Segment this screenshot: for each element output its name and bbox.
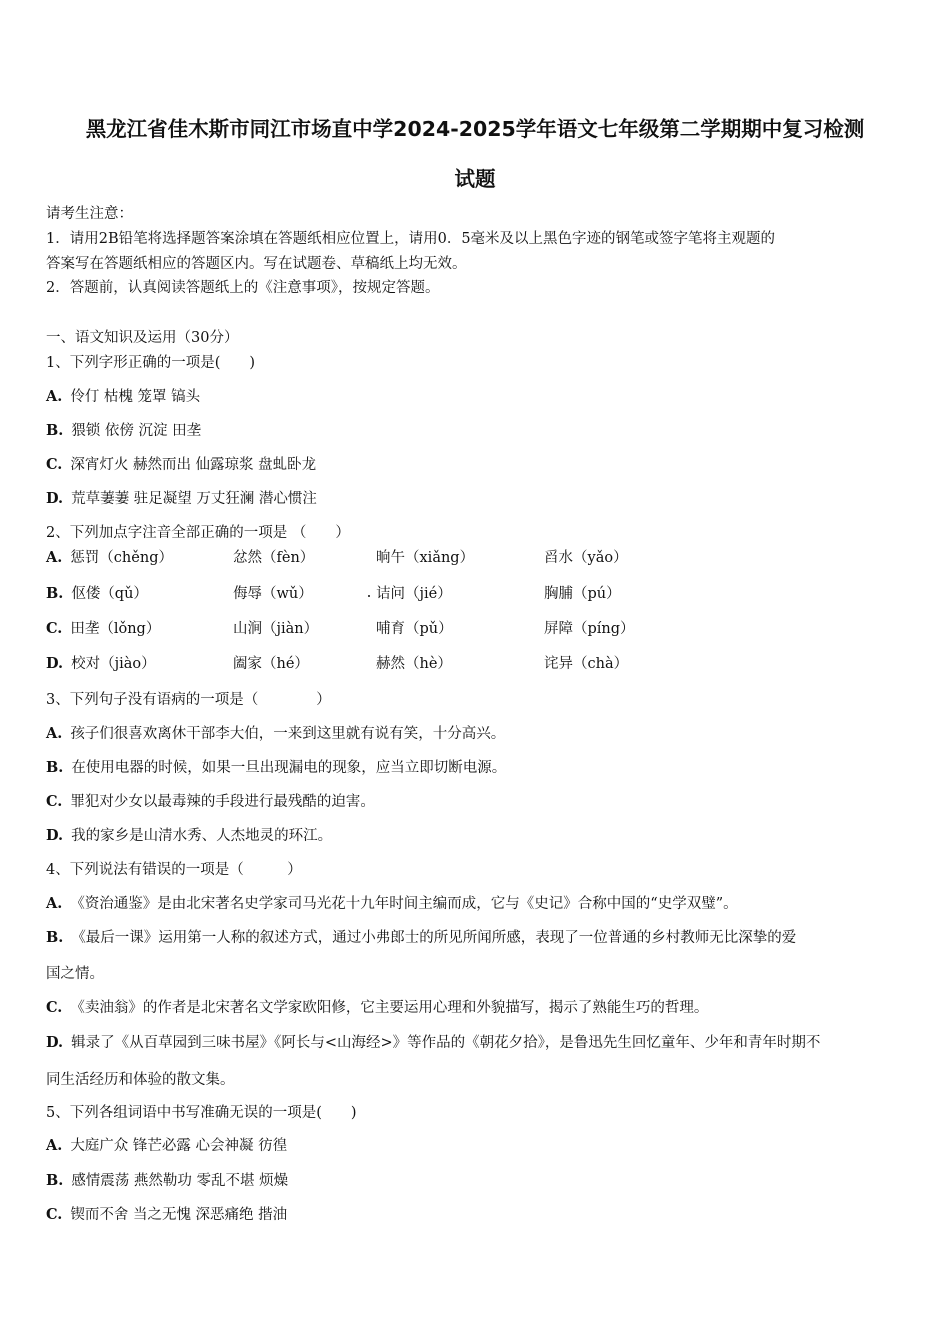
notice-item-1: 1．请用2B铅笔将选择题答案涂填在答题纸相应位置上，请用0．5毫米及以上黑色字迹的钢笔或签字笔将主观题的 xyxy=(46,231,776,247)
question-5-stem: 5、下列各组词语中书写准确无误的一项是( ) xyxy=(46,1105,357,1121)
page-title: 黑龙江省佳木斯市同江市场直中学2024-2025学年语文七年级第二学期期中复习检测 xyxy=(85,117,865,141)
q5-option-b: B. 感情震荡 燕然勒功 零乱不堪 烦燥 xyxy=(46,1172,289,1189)
q3-option-c: C. 罪犯对少女以最毒辣的手段进行最残酷的迫害。 xyxy=(46,793,375,810)
q2-option-d-item-3: 赫然（hè） xyxy=(376,656,452,672)
q2-option-d-item-4: 诧异（chà） xyxy=(544,656,629,672)
q5-option-a: A. 大庭广众 锋芒必露 心会神凝 彷徨 xyxy=(46,1137,288,1154)
q4-option-d: D. 辑录了《从百草园到三味书屋》《阿长与<山海经>》等作品的《朝花夕拾》，是鲁迅先生回忆童年、少年和青年时期不 xyxy=(46,1034,821,1051)
q2-option-d: D. 校对（jiào） xyxy=(46,655,156,672)
q3-option-d: D. 我的家乡是山清水秀、人杰地灵的环江。 xyxy=(46,827,333,844)
question-2-stem: 2、下列加点字注音全部正确的一项是 （ ） xyxy=(46,525,350,541)
q1-option-d: D. 荒草萋萋 驻足凝望 万丈狂澜 潜心惯注 xyxy=(46,490,317,507)
q2-option-a-item-3: 晌午（xiǎng） xyxy=(376,550,475,566)
q2-option-c-item-2: 山涧（jiàn） xyxy=(233,621,319,637)
q4-option-a: A. 《资治通鉴》是由北宋著名史学家司马光花十九年时间主编而成，它与《史记》合称中国的“史学双璧”。 xyxy=(46,895,738,912)
q2-option-d-item-2: 阖家（hé） xyxy=(233,656,309,672)
q1-option-c: C. 深宵灯火 赫然而出 仙露琼浆 盘虬卧龙 xyxy=(46,456,317,473)
q1-option-b: B. 猥锁 依傍 沉淀 田垄 xyxy=(46,422,202,439)
q2-option-c-item-3: 哺育（pǔ） xyxy=(376,621,453,637)
emphasis-dot xyxy=(368,595,370,597)
q1-option-a: A. 伶仃 枯槐 笼罩 镐头 xyxy=(46,388,201,405)
q3-option-b: B. 在使用电器的时候，如果一旦出现漏电的现象，应当立即切断电源。 xyxy=(46,759,507,776)
q4-option-b: B. 《最后一课》运用第一人称的叙述方式，通过小弗郎士的所见所闻所感，表现了一位普通的乡村教师无比深挚的爱 xyxy=(46,929,797,946)
question-3-stem: 3、下列句子没有语病的一项是（ ） xyxy=(46,692,331,708)
notice-item-2: 2．答题前，认真阅读答题纸上的《注意事项》，按规定答题。 xyxy=(46,280,440,296)
question-1-stem: 1、下列字形正确的一项是( ) xyxy=(46,355,256,371)
q2-option-c-item-4: 屏障（píng） xyxy=(544,621,635,637)
q2-option-c: C. 田垄（lǒng） xyxy=(46,620,161,637)
q2-option-a-item-4: 舀水（yǎo） xyxy=(544,550,628,566)
q2-option-b-item-3: 诘问（jié） xyxy=(376,586,452,602)
q2-option-a: A. 惩罚（chěng） xyxy=(46,549,173,566)
q3-option-a: A. 孩子们很喜欢离休干部李大伯，一来到这里就有说有笑，十分高兴。 xyxy=(46,725,506,742)
question-4-stem: 4、下列说法有错误的一项是（ ） xyxy=(46,862,302,878)
page-title-continued: 试题 xyxy=(454,167,496,191)
notice-item-1-continued: 答案写在答题纸相应的答题区内。写在试题卷、草稿纸上均无效。 xyxy=(46,256,467,272)
q2-option-b-item-2: 侮辱（wǔ） xyxy=(233,586,313,602)
q2-option-a-item-2: 忿然（fèn） xyxy=(233,550,315,566)
q5-option-c: C. 锲而不舍 当之无愧 深恶痛绝 揩油 xyxy=(46,1206,288,1223)
q4-option-d-continued: 同生活经历和体验的散文集。 xyxy=(46,1072,235,1088)
q2-option-b-item-4: 胸脯（pú） xyxy=(544,586,621,602)
q2-option-b: B. 伛偻（qǔ） xyxy=(46,585,148,602)
notice-heading: 请考生注意： xyxy=(46,206,133,222)
q4-option-c: C. 《卖油翁》的作者是北宋著名文学家欧阳修，它主要运用心理和外貌描写，揭示了熟能生巧的哲理。 xyxy=(46,999,709,1016)
q4-option-b-continued: 国之情。 xyxy=(46,966,104,982)
section-heading: 一、语文知识及运用（30分） xyxy=(46,330,239,346)
